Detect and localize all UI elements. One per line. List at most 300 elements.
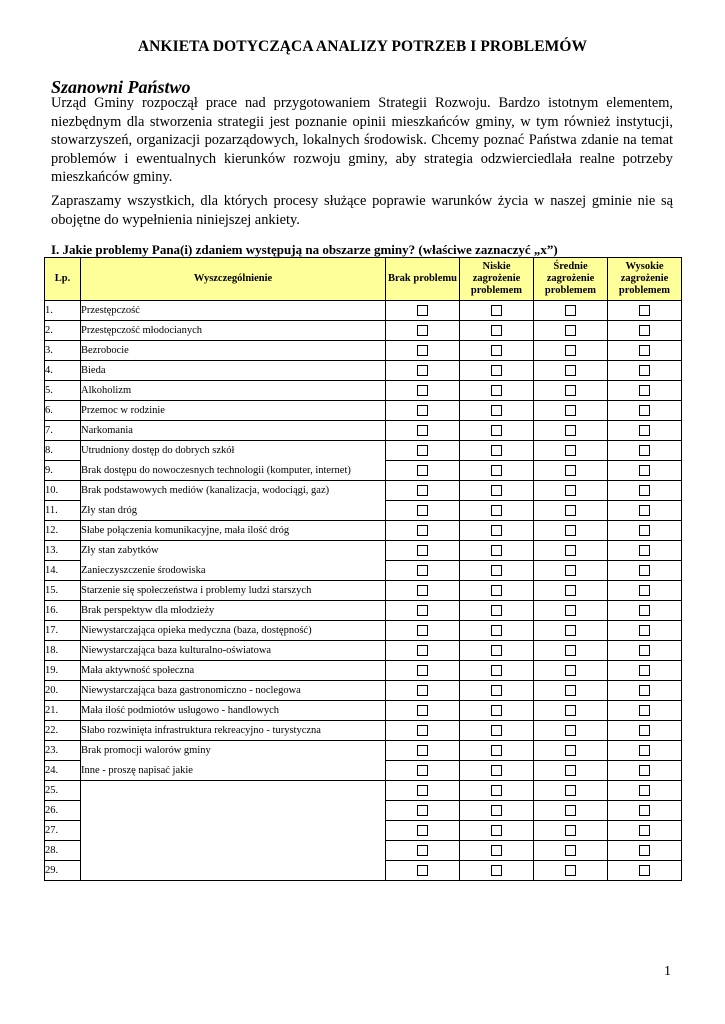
row-number: 17. — [45, 621, 81, 641]
cell-high-threat — [608, 741, 682, 761]
checkbox-low-threat[interactable] — [491, 845, 502, 856]
row-label — [81, 781, 386, 801]
checkbox-high-threat[interactable] — [639, 825, 650, 836]
checkbox-medium-threat[interactable] — [565, 465, 576, 476]
row-label: Brak perspektyw dla młodzieży — [81, 601, 386, 621]
row-label: Inne - proszę napisać jakie — [81, 761, 386, 781]
checkbox-no-problem[interactable] — [417, 645, 428, 656]
checkbox-medium-threat[interactable] — [565, 605, 576, 616]
checkbox-medium-threat[interactable] — [565, 485, 576, 496]
cell-high-threat — [608, 761, 682, 781]
cell-medium-threat — [534, 381, 608, 401]
cell-no-problem — [386, 661, 460, 681]
table-row — [45, 621, 682, 641]
table-row — [45, 721, 682, 741]
cell-medium-threat — [534, 781, 608, 801]
checkbox-medium-threat[interactable] — [565, 405, 576, 416]
checkbox-high-threat[interactable] — [639, 605, 650, 616]
cell-no-problem — [386, 561, 460, 581]
checkbox-high-threat[interactable] — [639, 725, 650, 736]
cell-no-problem — [386, 861, 460, 881]
checkbox-no-problem[interactable] — [417, 565, 428, 576]
row-label: Zły stan zabytków — [81, 541, 386, 561]
row-number: 11. — [45, 501, 81, 521]
checkbox-no-problem[interactable] — [417, 545, 428, 556]
table-row — [45, 481, 682, 501]
checkbox-no-problem[interactable] — [417, 345, 428, 356]
checkbox-low-threat[interactable] — [491, 465, 502, 476]
cell-medium-threat — [534, 321, 608, 341]
checkbox-low-threat[interactable] — [491, 365, 502, 376]
checkbox-low-threat[interactable] — [491, 385, 502, 396]
checkbox-medium-threat[interactable] — [565, 745, 576, 756]
section-title: I. Jakie problemy Pana(i) zdaniem występują na obszarze gminy? (właściwe zaznaczyć „x”) — [51, 242, 558, 257]
checkbox-high-threat[interactable] — [639, 665, 650, 676]
table-row — [45, 821, 682, 841]
checkbox-high-threat[interactable] — [639, 485, 650, 496]
cell-no-problem — [386, 761, 460, 781]
table-row — [45, 501, 682, 521]
row-label: Bieda — [81, 361, 386, 381]
header-no-problem: Brak problemu — [386, 258, 460, 301]
cell-medium-threat — [534, 421, 608, 441]
table-row — [45, 681, 682, 701]
checkbox-no-problem[interactable] — [417, 625, 428, 636]
checkbox-low-threat[interactable] — [491, 765, 502, 776]
table-row — [45, 361, 682, 381]
checkbox-low-threat[interactable] — [491, 685, 502, 696]
checkbox-medium-threat[interactable] — [565, 545, 576, 556]
cell-medium-threat — [534, 761, 608, 781]
table-row — [45, 741, 682, 761]
checkbox-no-problem[interactable] — [417, 305, 428, 316]
cell-no-problem — [386, 441, 460, 461]
row-number: 9. — [45, 461, 81, 481]
row-label: Zły stan dróg — [81, 501, 386, 521]
cell-high-threat — [608, 401, 682, 421]
checkbox-medium-threat[interactable] — [565, 845, 576, 856]
cell-medium-threat — [534, 641, 608, 661]
cell-low-threat — [460, 381, 534, 401]
checkbox-medium-threat[interactable] — [565, 725, 576, 736]
greeting: Szanowni Państwo — [51, 77, 191, 97]
row-label: Zanieczyszczenie środowiska — [81, 561, 386, 581]
table-row — [45, 381, 682, 401]
checkbox-low-threat[interactable] — [491, 545, 502, 556]
checkbox-medium-threat[interactable] — [565, 645, 576, 656]
cell-medium-threat — [534, 581, 608, 601]
checkbox-low-threat[interactable] — [491, 665, 502, 676]
checkbox-low-threat[interactable] — [491, 505, 502, 516]
row-number: 15. — [45, 581, 81, 601]
checkbox-high-threat[interactable] — [639, 545, 650, 556]
cell-low-threat — [460, 861, 534, 881]
table-row — [45, 781, 682, 801]
checkbox-medium-threat[interactable] — [565, 585, 576, 596]
cell-low-threat — [460, 481, 534, 501]
cell-no-problem — [386, 721, 460, 741]
table-row — [45, 521, 682, 541]
checkbox-high-threat[interactable] — [639, 625, 650, 636]
cell-medium-threat — [534, 361, 608, 381]
checkbox-no-problem[interactable] — [417, 665, 428, 676]
cell-low-threat — [460, 541, 534, 561]
row-number: 4. — [45, 361, 81, 381]
row-number: 10. — [45, 481, 81, 501]
cell-no-problem — [386, 401, 460, 421]
cell-high-threat — [608, 661, 682, 681]
table-row — [45, 861, 682, 881]
cell-low-threat — [460, 801, 534, 821]
checkbox-medium-threat[interactable] — [565, 445, 576, 456]
checkbox-low-threat[interactable] — [491, 805, 502, 816]
checkbox-high-threat[interactable] — [639, 425, 650, 436]
cell-high-threat — [608, 641, 682, 661]
cell-low-threat — [460, 401, 534, 421]
header-low-threat: Niskie zagrożenie problemem — [460, 258, 534, 301]
checkbox-low-threat[interactable] — [491, 325, 502, 336]
checkbox-no-problem[interactable] — [417, 745, 428, 756]
checkbox-no-problem[interactable] — [417, 385, 428, 396]
checkbox-no-problem[interactable] — [417, 405, 428, 416]
checkbox-high-threat[interactable] — [639, 585, 650, 596]
cell-high-threat — [608, 841, 682, 861]
cell-high-threat — [608, 581, 682, 601]
checkbox-low-threat[interactable] — [491, 485, 502, 496]
checkbox-no-problem[interactable] — [417, 445, 428, 456]
row-label — [81, 821, 386, 841]
checkbox-medium-threat[interactable] — [565, 565, 576, 576]
cell-no-problem — [386, 361, 460, 381]
cell-medium-threat — [534, 441, 608, 461]
cell-medium-threat — [534, 301, 608, 321]
checkbox-no-problem[interactable] — [417, 465, 428, 476]
row-number: 29. — [45, 861, 81, 881]
table-row — [45, 661, 682, 681]
cell-low-threat — [460, 721, 534, 741]
checkbox-medium-threat[interactable] — [565, 345, 576, 356]
row-number: 27. — [45, 821, 81, 841]
cell-medium-threat — [534, 801, 608, 821]
checkbox-no-problem[interactable] — [417, 865, 428, 876]
checkbox-medium-threat[interactable] — [565, 505, 576, 516]
cell-low-threat — [460, 561, 534, 581]
checkbox-high-threat[interactable] — [639, 785, 650, 796]
checkbox-no-problem[interactable] — [417, 685, 428, 696]
cell-medium-threat — [534, 661, 608, 681]
checkbox-low-threat[interactable] — [491, 865, 502, 876]
checkbox-low-threat[interactable] — [491, 705, 502, 716]
checkbox-medium-threat[interactable] — [565, 625, 576, 636]
checkbox-medium-threat[interactable] — [565, 685, 576, 696]
row-number: 25. — [45, 781, 81, 801]
checkbox-high-threat[interactable] — [639, 805, 650, 816]
row-number: 23. — [45, 741, 81, 761]
checkbox-low-threat[interactable] — [491, 745, 502, 756]
table-row — [45, 421, 682, 441]
row-number: 8. — [45, 441, 81, 461]
row-number: 16. — [45, 601, 81, 621]
problems-table — [44, 257, 682, 881]
checkbox-low-threat[interactable] — [491, 445, 502, 456]
checkbox-medium-threat[interactable] — [565, 325, 576, 336]
checkbox-high-threat[interactable] — [639, 505, 650, 516]
checkbox-medium-threat[interactable] — [565, 825, 576, 836]
cell-no-problem — [386, 821, 460, 841]
row-number: 28. — [45, 841, 81, 861]
row-label: Utrudniony dostęp do dobrych szkół — [81, 441, 386, 461]
header-high-threat: Wysokie zagrożenie problemem — [608, 258, 682, 301]
cell-medium-threat — [534, 741, 608, 761]
cell-high-threat — [608, 681, 682, 701]
row-label: Starzenie się społeczeństwa i problemy ludzi starszych — [81, 581, 386, 601]
checkbox-medium-threat[interactable] — [565, 525, 576, 536]
cell-no-problem — [386, 421, 460, 441]
cell-medium-threat — [534, 701, 608, 721]
checkbox-high-threat[interactable] — [639, 645, 650, 656]
cell-high-threat — [608, 321, 682, 341]
checkbox-low-threat[interactable] — [491, 785, 502, 796]
checkbox-no-problem[interactable] — [417, 525, 428, 536]
cell-low-threat — [460, 781, 534, 801]
cell-low-threat — [460, 321, 534, 341]
checkbox-high-threat[interactable] — [639, 325, 650, 336]
cell-no-problem — [386, 701, 460, 721]
checkbox-medium-threat[interactable] — [565, 705, 576, 716]
row-label — [81, 861, 386, 881]
cell-high-threat — [608, 481, 682, 501]
checkbox-medium-threat[interactable] — [565, 665, 576, 676]
row-label: Przestępczość — [81, 301, 386, 321]
row-number: 3. — [45, 341, 81, 361]
cell-no-problem — [386, 541, 460, 561]
cell-low-threat — [460, 821, 534, 841]
cell-medium-threat — [534, 561, 608, 581]
cell-high-threat — [608, 541, 682, 561]
checkbox-high-threat[interactable] — [639, 705, 650, 716]
cell-low-threat — [460, 681, 534, 701]
row-label: Niewystarczająca baza kulturalno-oświatowa — [81, 641, 386, 661]
cell-low-threat — [460, 741, 534, 761]
cell-no-problem — [386, 301, 460, 321]
row-number: 7. — [45, 421, 81, 441]
cell-medium-threat — [534, 861, 608, 881]
table-row — [45, 341, 682, 361]
cell-no-problem — [386, 521, 460, 541]
cell-medium-threat — [534, 341, 608, 361]
checkbox-no-problem[interactable] — [417, 785, 428, 796]
row-number: 5. — [45, 381, 81, 401]
checkbox-no-problem[interactable] — [417, 365, 428, 376]
row-label: Alkoholizm — [81, 381, 386, 401]
row-label: Przemoc w rodzinie — [81, 401, 386, 421]
cell-high-threat — [608, 781, 682, 801]
checkbox-low-threat[interactable] — [491, 405, 502, 416]
cell-low-threat — [460, 621, 534, 641]
checkbox-high-threat[interactable] — [639, 765, 650, 776]
checkbox-low-threat[interactable] — [491, 525, 502, 536]
cell-high-threat — [608, 561, 682, 581]
row-label: Brak promocji walorów gminy — [81, 741, 386, 761]
cell-high-threat — [608, 501, 682, 521]
checkbox-high-threat[interactable] — [639, 345, 650, 356]
cell-no-problem — [386, 321, 460, 341]
row-number: 24. — [45, 761, 81, 781]
checkbox-medium-threat[interactable] — [565, 425, 576, 436]
cell-medium-threat — [534, 401, 608, 421]
row-number: 19. — [45, 661, 81, 681]
checkbox-no-problem[interactable] — [417, 845, 428, 856]
cell-medium-threat — [534, 841, 608, 861]
table-row — [45, 561, 682, 581]
header-medium-threat: Średnie zagrożenie problemem — [534, 258, 608, 301]
table-row — [45, 301, 682, 321]
cell-medium-threat — [534, 521, 608, 541]
cell-high-threat — [608, 341, 682, 361]
checkbox-low-threat[interactable] — [491, 725, 502, 736]
intro-paragraph: Urząd Gminy rozpoczął prace nad przygotowaniem Strategii Rozwoju. Bardzo istotnym elementem, niezbędnym dla stworzenia strategii jest poznanie opinii mieszkańców gminy, w tym również instytucji, stowarzyszeń, organizacji pozarządowych, lokalnych środowisk. Chcemy poznać Państwa zdanie na temat problemów i ewentualnych kierunków rozwoju gminy, aby strategia odzwierciedlała realne potrzeby mieszkańców gminy. — [51, 95, 673, 186]
row-label: Brak podstawowych mediów (kanalizacja, wodociągi, gaz) — [81, 481, 386, 501]
checkbox-no-problem[interactable] — [417, 585, 428, 596]
checkbox-no-problem[interactable] — [417, 765, 428, 776]
row-number: 26. — [45, 801, 81, 821]
checkbox-high-threat[interactable] — [639, 745, 650, 756]
checkbox-medium-threat[interactable] — [565, 785, 576, 796]
cell-high-threat — [608, 621, 682, 641]
checkbox-high-threat[interactable] — [639, 445, 650, 456]
cell-low-threat — [460, 341, 534, 361]
table-row — [45, 601, 682, 621]
page-number: 1 — [664, 964, 671, 979]
checkbox-no-problem[interactable] — [417, 825, 428, 836]
cell-high-threat — [608, 721, 682, 741]
checkbox-low-threat[interactable] — [491, 425, 502, 436]
checkbox-low-threat[interactable] — [491, 625, 502, 636]
cell-no-problem — [386, 381, 460, 401]
cell-no-problem — [386, 741, 460, 761]
table-row — [45, 441, 682, 461]
header-lp: Lp. — [45, 258, 81, 301]
cell-low-threat — [460, 701, 534, 721]
table-row — [45, 701, 682, 721]
cell-low-threat — [460, 581, 534, 601]
table-row — [45, 761, 682, 781]
cell-low-threat — [460, 421, 534, 441]
document-title: ANKIETA DOTYCZĄCA ANALIZY POTRZEB I PROBLEMÓW — [137, 38, 588, 55]
cell-low-threat — [460, 601, 534, 621]
checkbox-high-threat[interactable] — [639, 365, 650, 376]
cell-high-threat — [608, 381, 682, 401]
row-label: Przestępczość młodocianych — [81, 321, 386, 341]
checkbox-high-threat[interactable] — [639, 305, 650, 316]
cell-no-problem — [386, 481, 460, 501]
row-label — [81, 841, 386, 861]
table-row — [45, 321, 682, 341]
cell-medium-threat — [534, 481, 608, 501]
checkbox-low-threat[interactable] — [491, 605, 502, 616]
checkbox-high-threat[interactable] — [639, 525, 650, 536]
row-number: 20. — [45, 681, 81, 701]
checkbox-no-problem[interactable] — [417, 325, 428, 336]
checkbox-no-problem[interactable] — [417, 805, 428, 816]
cell-low-threat — [460, 521, 534, 541]
cell-high-threat — [608, 601, 682, 621]
cell-no-problem — [386, 581, 460, 601]
checkbox-low-threat[interactable] — [491, 825, 502, 836]
checkbox-high-threat[interactable] — [639, 405, 650, 416]
cell-high-threat — [608, 441, 682, 461]
checkbox-no-problem[interactable] — [417, 505, 428, 516]
row-number: 21. — [45, 701, 81, 721]
checkbox-no-problem[interactable] — [417, 425, 428, 436]
checkbox-low-threat[interactable] — [491, 305, 502, 316]
checkbox-no-problem[interactable] — [417, 705, 428, 716]
cell-low-threat — [460, 661, 534, 681]
checkbox-high-threat[interactable] — [639, 385, 650, 396]
checkbox-medium-threat[interactable] — [565, 765, 576, 776]
row-label: Słabe połączenia komunikacyjne, mała ilość dróg — [81, 521, 386, 541]
checkbox-no-problem[interactable] — [417, 725, 428, 736]
row-number: 1. — [45, 301, 81, 321]
row-label: Mała ilość podmiotów usługowo - handlowych — [81, 701, 386, 721]
table-row — [45, 641, 682, 661]
row-number: 14. — [45, 561, 81, 581]
cell-high-threat — [608, 461, 682, 481]
checkbox-low-threat[interactable] — [491, 565, 502, 576]
checkbox-medium-threat[interactable] — [565, 305, 576, 316]
checkbox-medium-threat[interactable] — [565, 805, 576, 816]
cell-high-threat — [608, 421, 682, 441]
row-label — [81, 801, 386, 821]
table-header-row — [45, 258, 682, 301]
checkbox-high-threat[interactable] — [639, 865, 650, 876]
cell-no-problem — [386, 781, 460, 801]
checkbox-medium-threat[interactable] — [565, 865, 576, 876]
cell-low-threat — [460, 761, 534, 781]
cell-medium-threat — [534, 541, 608, 561]
cell-no-problem — [386, 841, 460, 861]
cell-medium-threat — [534, 681, 608, 701]
cell-high-threat — [608, 861, 682, 881]
cell-no-problem — [386, 501, 460, 521]
checkbox-low-threat[interactable] — [491, 345, 502, 356]
row-number: 12. — [45, 521, 81, 541]
checkbox-high-threat[interactable] — [639, 685, 650, 696]
checkbox-high-threat[interactable] — [639, 465, 650, 476]
checkbox-high-threat[interactable] — [639, 845, 650, 856]
checkbox-low-threat[interactable] — [491, 585, 502, 596]
checkbox-high-threat[interactable] — [639, 565, 650, 576]
checkbox-medium-threat[interactable] — [565, 385, 576, 396]
table-row — [45, 801, 682, 821]
checkbox-no-problem[interactable] — [417, 605, 428, 616]
cell-high-threat — [608, 521, 682, 541]
cell-medium-threat — [534, 721, 608, 741]
cell-low-threat — [460, 441, 534, 461]
cell-low-threat — [460, 501, 534, 521]
row-number: 18. — [45, 641, 81, 661]
checkbox-no-problem[interactable] — [417, 485, 428, 496]
cell-medium-threat — [534, 501, 608, 521]
cell-high-threat — [608, 821, 682, 841]
invitation-paragraph: Zapraszamy wszystkich, dla których procesy służące poprawie warunków życia w naszej gminie nie są obojętne do wypełnienia niniejszej ankiety. — [51, 193, 673, 228]
row-label: Mała aktywność społeczna — [81, 661, 386, 681]
checkbox-low-threat[interactable] — [491, 645, 502, 656]
checkbox-medium-threat[interactable] — [565, 365, 576, 376]
row-number: 6. — [45, 401, 81, 421]
cell-medium-threat — [534, 821, 608, 841]
row-number: 13. — [45, 541, 81, 561]
